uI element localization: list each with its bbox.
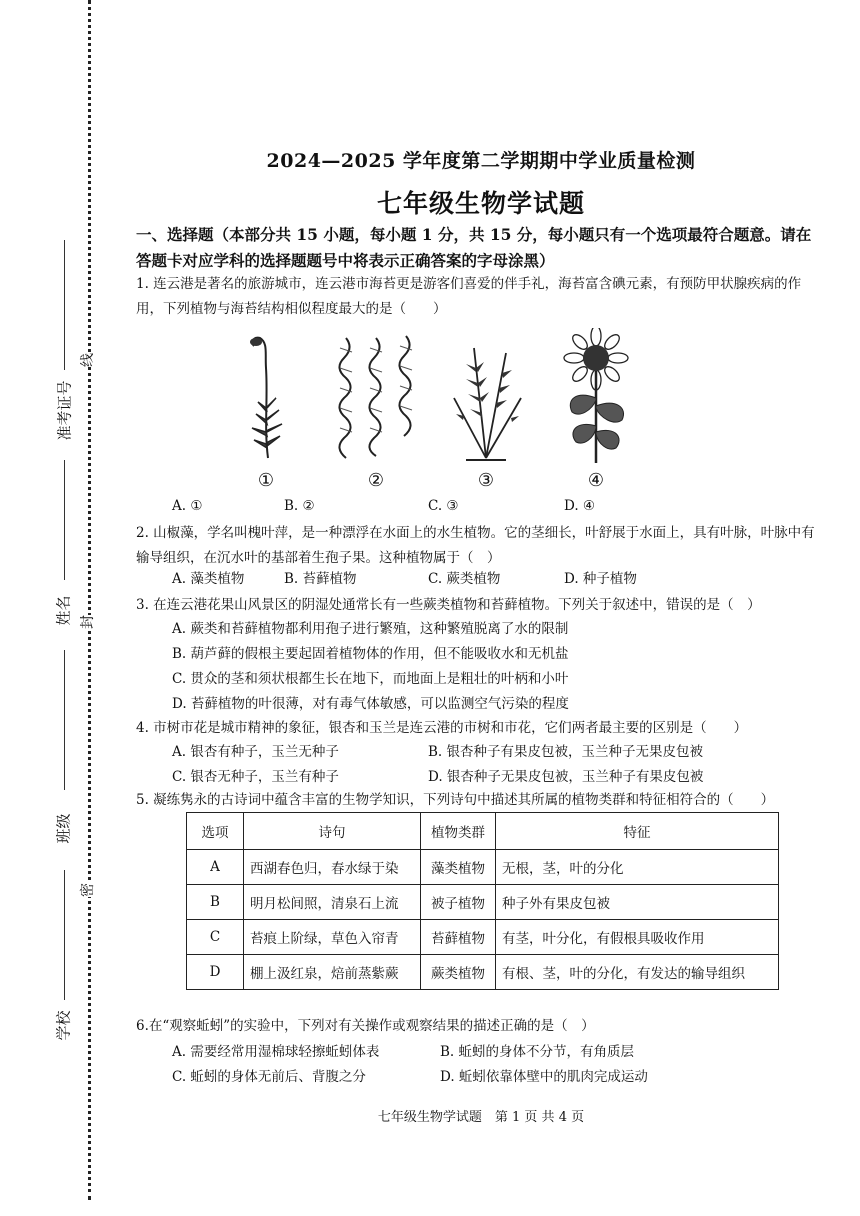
option-1c: C. ③	[428, 498, 459, 514]
option-1d: D. ④	[564, 498, 596, 514]
option-3a: A. 蕨类和苔藓植物都利用孢子进行繁殖，这种繁殖脱离了水的限制	[172, 621, 569, 637]
table-row	[187, 920, 779, 955]
question-5-stem: 5. 凝练隽永的古诗词中蕴含丰富的生物学知识，下列诗句中描述其所属的植物类群和特征相符合的（ ）	[136, 792, 775, 808]
option-3c: C. 贯众的茎和须状根都生长在地下，而地面上是粗壮的叶柄和小叶	[172, 671, 569, 687]
option-2d: D. 种子植物	[564, 571, 637, 587]
name-label: 姓名	[54, 595, 73, 626]
section-1-heading: 一、选择题（本部分共 15 小题，每小题 1 分，共 15 分，每小题只有一个选项最符合题意。请在答题卡对应学科的选择题题号中将表示正确答案的字母涂黑）	[136, 225, 812, 270]
question-5-table	[186, 812, 779, 990]
option-6d: D. 蚯蚓依靠体壁中的肌肉完成运动	[440, 1069, 648, 1085]
spiral-algae-icon	[326, 328, 426, 488]
table-cell-group: 被子植物	[421, 885, 496, 920]
table-row	[187, 885, 779, 920]
option-6a: A. 需要经常用湿棉球轻擦蚯蚓体表	[172, 1044, 380, 1060]
option-4d: D. 银杏种子无果皮包被，玉兰种子有果皮包被	[428, 769, 704, 785]
moss-plant-icon	[216, 328, 316, 488]
table-cell-option: D	[187, 955, 244, 990]
question-3-stem: 3. 在连云港花果山风景区的阴湿处通常长有一些蕨类植物和苔藓植物。下列关于叙述中，错误的是（ ）	[136, 597, 761, 613]
figure-label-2: ②	[367, 470, 385, 491]
class-write-line	[64, 650, 65, 790]
school-label: 学校	[54, 1010, 73, 1041]
seal-char-line: 线	[73, 353, 101, 367]
table-header-feature: 特征	[496, 813, 779, 850]
table-cell-group: 藻类植物	[421, 850, 496, 885]
option-3d: D. 苔藓植物的叶很薄，对有毒气体敏感，可以监测空气污染的程度	[172, 696, 569, 712]
option-1a: A. ①	[172, 498, 203, 514]
option-2a: A. 藻类植物	[172, 571, 245, 587]
option-1b: B. ②	[284, 498, 315, 514]
table-row	[187, 850, 779, 885]
exam-header-title: 七年级生物学试题	[376, 189, 585, 218]
table-cell-option: A	[187, 850, 244, 885]
table-cell-poem: 西湖春色归，春水绿于染	[244, 850, 421, 885]
sunflower-plant-icon	[546, 328, 646, 488]
exam-id-label: 准考证号	[55, 380, 74, 441]
seal-char-secret: 密	[73, 883, 101, 897]
figure-label-3: ③	[477, 470, 495, 491]
name-write-line	[64, 460, 65, 580]
table-cell-feature: 种子外有果皮包被	[496, 885, 779, 920]
question-6-stem: 6.在“观察蚯蚓”的实验中，下列对有关操作或观察结果的描述正确的是（ ）	[136, 1018, 595, 1034]
binding-margin	[0, 0, 120, 1216]
table-cell-group: 苔藓植物	[421, 920, 496, 955]
option-4a: A. 银杏有种子，玉兰无种子	[172, 744, 339, 760]
table-cell-feature: 有根、茎，叶的分化，有发达的输导组织	[496, 955, 779, 990]
option-3b: B. 葫芦藓的假根主要起固着植物体的作用，但不能吸收水和无机盐	[172, 646, 569, 662]
question-1-stem: 1. 连云港是著名的旅游城市，连云港市海苔更是游客们喜爱的伴手礼，海苔富含碘元素，有预防甲状腺疾病的作用，下列植物与海苔结构相似程度最大的是（ ）	[136, 276, 802, 317]
option-6b: B. 蚯蚓的身体不分节，有角质层	[440, 1044, 635, 1060]
exam-id-write-line	[64, 240, 65, 370]
table-cell-poem: 苔痕上阶绿，草色入帘青	[244, 920, 421, 955]
table-header-group: 植物类群	[421, 813, 496, 850]
table-cell-feature: 无根，茎，叶的分化	[496, 850, 779, 885]
option-6c: C. 蚯蚓的身体无前后、背腹之分	[172, 1069, 366, 1085]
table-cell-group: 蕨类植物	[421, 955, 496, 990]
table-cell-poem: 棚上汲红泉，焙前蒸紫蕨	[244, 955, 421, 990]
binding-dotted-line	[88, 0, 91, 1200]
class-label: 班级	[54, 813, 73, 844]
figure-label-1: ①	[257, 470, 275, 491]
table-header-option: 选项	[187, 813, 244, 850]
table-cell-option: C	[187, 920, 244, 955]
table-cell-poem: 明月松间照，清泉石上流	[244, 885, 421, 920]
option-4b: B. 银杏种子有果皮包被，玉兰种子无果皮包被	[428, 744, 704, 760]
option-4c: C. 银杏无种子，玉兰有种子	[172, 769, 339, 785]
page-footer: 七年级生物学试题 第 1 页 共 4 页	[377, 1110, 585, 1125]
table-header-poem: 诗句	[244, 813, 421, 850]
option-2c: C. 蕨类植物	[428, 571, 501, 587]
table-cell-feature: 有茎，叶分化，有假根具吸收作用	[496, 920, 779, 955]
exam-header-line1: 2024—2025 学年度第二学期期中学业质量检测	[266, 150, 696, 172]
question-1-figure	[186, 328, 706, 498]
school-write-line	[64, 870, 65, 1000]
seal-char-seal: 封	[73, 615, 101, 629]
fern-plant-icon	[436, 328, 536, 488]
table-header-row	[187, 813, 779, 850]
question-2-stem: 2. 山椒藻，学名叫槐叶萍，是一种漂浮在水面上的水生植物。它的茎细长，叶舒展于水面上，具有叶脉，叶脉中有输导组织，在沉水叶的基部着生孢子果。这种植物属于（ ）	[136, 525, 815, 566]
figure-label-4: ④	[587, 470, 605, 491]
option-2b: B. 苔藓植物	[284, 571, 357, 587]
question-4-stem: 4. 市树市花是城市精神的象征，银杏和玉兰是连云港的市树和市花，它们两者最主要的区别是（ ）	[136, 720, 748, 736]
table-cell-option: B	[187, 885, 244, 920]
table-row	[187, 955, 779, 990]
